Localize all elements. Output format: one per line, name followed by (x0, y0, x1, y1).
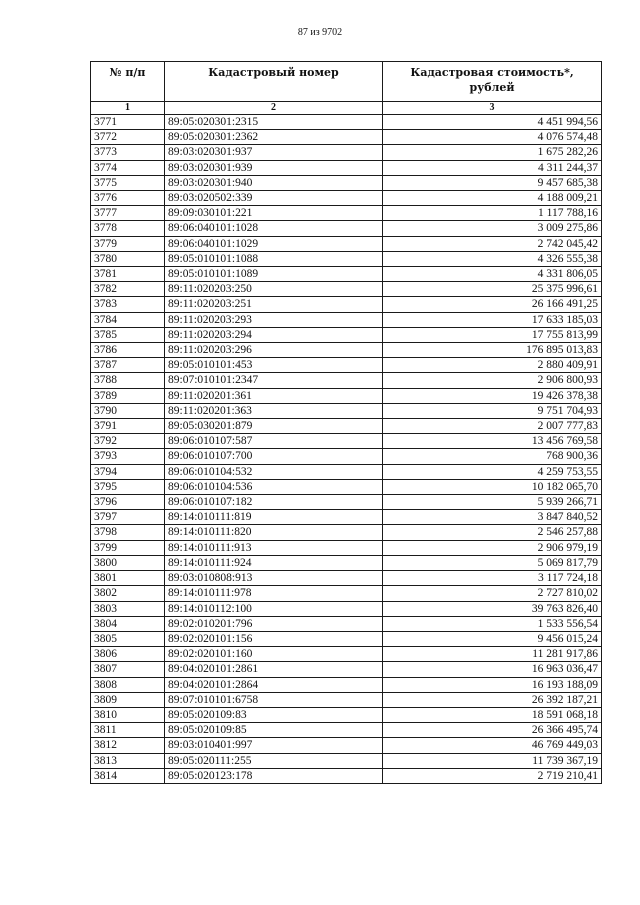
row-number-cell: 3812 (91, 738, 165, 753)
cadastral-number-cell: 89:03:020301:937 (165, 145, 383, 160)
cadastral-value-cell: 5 939 266,71 (383, 495, 602, 510)
cadastral-number-cell: 89:03:020502:339 (165, 191, 383, 206)
cadastral-number-cell: 89:06:010107:587 (165, 434, 383, 449)
table-row (91, 647, 602, 662)
cadastral-value-cell: 2 880 409,91 (383, 358, 602, 373)
table-row (91, 221, 602, 236)
table-row (91, 191, 602, 206)
cadastral-number-cell: 89:03:020301:939 (165, 160, 383, 175)
cadastral-value-cell: 39 763 826,40 (383, 601, 602, 616)
row-number-cell: 3814 (91, 768, 165, 783)
cadastral-number-cell: 89:03:020301:940 (165, 175, 383, 190)
cadastral-value-cell: 2 719 210,41 (383, 768, 602, 783)
cadastral-value-cell: 1 533 556,54 (383, 616, 602, 631)
cadastral-value-cell: 17 633 185,03 (383, 312, 602, 327)
table-row (91, 479, 602, 494)
table-row (91, 282, 602, 297)
cadastral-number-cell: 89:07:010101:2347 (165, 373, 383, 388)
cadastral-number-cell: 89:05:020301:2362 (165, 130, 383, 145)
row-number-cell: 3781 (91, 267, 165, 282)
cadastral-number-cell: 89:05:020301:2315 (165, 115, 383, 130)
cadastral-number-cell: 89:09:030101:221 (165, 206, 383, 221)
table-row (91, 601, 602, 616)
cadastral-number-cell: 89:05:020109:83 (165, 707, 383, 722)
table-row (91, 510, 602, 525)
cadastral-value-cell: 4 451 994,56 (383, 115, 602, 130)
table-row (91, 631, 602, 646)
cadastral-number-cell: 89:03:010401:997 (165, 738, 383, 753)
row-number-cell: 3790 (91, 403, 165, 418)
row-number-cell: 3772 (91, 130, 165, 145)
row-number-cell: 3803 (91, 601, 165, 616)
page-number-header: 87 из 9702 (297, 27, 343, 38)
cadastral-number-cell: 89:14:010112:100 (165, 601, 383, 616)
table-row (91, 495, 602, 510)
cadastral-number-cell: 89:11:020203:293 (165, 312, 383, 327)
cadastral-number-cell: 89:14:010111:913 (165, 540, 383, 555)
header-row-number: № п/п (91, 62, 165, 102)
cadastral-number-cell: 89:06:040101:1029 (165, 236, 383, 251)
table-row (91, 145, 602, 160)
cadastral-number-cell: 89:06:010107:700 (165, 449, 383, 464)
row-number-cell: 3800 (91, 555, 165, 570)
table-row (91, 449, 602, 464)
table-row (91, 373, 602, 388)
cadastral-value-cell: 16 193 188,09 (383, 677, 602, 692)
row-number-cell: 3805 (91, 631, 165, 646)
table-row (91, 464, 602, 479)
row-number-cell: 3789 (91, 388, 165, 403)
row-number-cell: 3773 (91, 145, 165, 160)
cadastral-number-cell: 89:03:010808:913 (165, 571, 383, 586)
table-row (91, 327, 602, 342)
table-body (91, 115, 602, 784)
cadastral-number-cell: 89:11:020203:294 (165, 327, 383, 342)
cadastral-number-cell: 89:14:010111:924 (165, 555, 383, 570)
cadastral-value-cell: 11 739 367,19 (383, 753, 602, 768)
table-row (91, 251, 602, 266)
cadastral-value-cell: 26 166 491,25 (383, 297, 602, 312)
table-row (91, 753, 602, 768)
table-row (91, 115, 602, 130)
row-number-cell: 3780 (91, 251, 165, 266)
cadastral-value-cell: 9 457 685,38 (383, 175, 602, 190)
table-row (91, 236, 602, 251)
table-row (91, 343, 602, 358)
row-number-cell: 3792 (91, 434, 165, 449)
cadastral-number-cell: 89:04:020101:2864 (165, 677, 383, 692)
cadastral-number-cell: 89:05:010101:453 (165, 358, 383, 373)
table-row (91, 586, 602, 601)
cadastral-value-cell: 176 895 013,83 (383, 343, 602, 358)
row-number-cell: 3804 (91, 616, 165, 631)
row-number-cell: 3787 (91, 358, 165, 373)
cadastral-number-cell: 89:02:020101:156 (165, 631, 383, 646)
table-row (91, 297, 602, 312)
table-row (91, 267, 602, 282)
row-number-cell: 3777 (91, 206, 165, 221)
row-number-cell: 3802 (91, 586, 165, 601)
cadastral-number-cell: 89:05:010101:1088 (165, 251, 383, 266)
table-row (91, 540, 602, 555)
cadastral-value-cell: 1 117 788,16 (383, 206, 602, 221)
table-row (91, 525, 602, 540)
cadastral-number-cell: 89:11:020203:251 (165, 297, 383, 312)
table-row (91, 571, 602, 586)
row-number-cell: 3793 (91, 449, 165, 464)
cadastral-value-cell: 2 906 800,93 (383, 373, 602, 388)
cadastral-value-cell: 3 847 840,52 (383, 510, 602, 525)
row-number-cell: 3807 (91, 662, 165, 677)
cadastral-number-cell: 89:11:020203:296 (165, 343, 383, 358)
row-number-cell: 3809 (91, 692, 165, 707)
row-number-cell: 3778 (91, 221, 165, 236)
row-number-cell: 3796 (91, 495, 165, 510)
header-cadastral-value: Кадастровая стоимость*, рублей (383, 62, 602, 102)
cadastral-value-cell: 26 392 187,21 (383, 692, 602, 707)
table-row (91, 403, 602, 418)
cadastral-number-cell: 89:11:020203:250 (165, 282, 383, 297)
cadastral-value-cell: 10 182 065,70 (383, 479, 602, 494)
row-number-cell: 3775 (91, 175, 165, 190)
row-number-cell: 3810 (91, 707, 165, 722)
row-number-cell: 3813 (91, 753, 165, 768)
cadastral-value-cell: 2 906 979,19 (383, 540, 602, 555)
cadastral-value-cell: 4 188 009,21 (383, 191, 602, 206)
row-number-cell: 3779 (91, 236, 165, 251)
cadastral-value-cell: 2 007 777,83 (383, 419, 602, 434)
row-number-cell: 3785 (91, 327, 165, 342)
cadastral-value-cell: 25 375 996,61 (383, 282, 602, 297)
row-number-cell: 3808 (91, 677, 165, 692)
table-row (91, 388, 602, 403)
cadastral-number-cell: 89:14:010111:819 (165, 510, 383, 525)
table-row (91, 130, 602, 145)
table-row (91, 662, 602, 677)
table-row (91, 312, 602, 327)
table-row (91, 616, 602, 631)
table-row (91, 707, 602, 722)
table-row (91, 358, 602, 373)
row-number-cell: 3806 (91, 647, 165, 662)
cadastral-number-cell: 89:02:010201:796 (165, 616, 383, 631)
cadastral-number-cell: 89:02:020101:160 (165, 647, 383, 662)
cadastral-value-cell: 5 069 817,79 (383, 555, 602, 570)
row-number-cell: 3783 (91, 297, 165, 312)
cadastral-number-cell: 89:06:010107:182 (165, 495, 383, 510)
cadastral-number-cell: 89:05:020123:178 (165, 768, 383, 783)
cadastral-value-cell: 4 076 574,48 (383, 130, 602, 145)
cadastral-number-cell: 89:14:010111:978 (165, 586, 383, 601)
cadastral-value-cell: 17 755 813,99 (383, 327, 602, 342)
cadastral-number-cell: 89:14:010111:820 (165, 525, 383, 540)
row-number-cell: 3794 (91, 464, 165, 479)
table-row (91, 419, 602, 434)
cadastral-number-cell: 89:11:020201:363 (165, 403, 383, 418)
cadastral-value-cell: 16 963 036,47 (383, 662, 602, 677)
cadastral-value-cell: 13 456 769,58 (383, 434, 602, 449)
cadastral-value-cell: 9 456 015,24 (383, 631, 602, 646)
row-number-cell: 3786 (91, 343, 165, 358)
cadastral-value-cell: 19 426 378,38 (383, 388, 602, 403)
row-number-cell: 3795 (91, 479, 165, 494)
row-number-cell: 3801 (91, 571, 165, 586)
table-row (91, 206, 602, 221)
column-number-3: 3 (383, 102, 602, 115)
cadastral-number-cell: 89:11:020201:361 (165, 388, 383, 403)
cadastral-number-cell: 89:05:020109:85 (165, 723, 383, 738)
cadastral-value-cell: 4 311 244,37 (383, 160, 602, 175)
row-number-cell: 3774 (91, 160, 165, 175)
table-row (91, 692, 602, 707)
row-number-cell: 3797 (91, 510, 165, 525)
cadastral-value-cell: 26 366 495,74 (383, 723, 602, 738)
cadastral-value-cell: 9 751 704,93 (383, 403, 602, 418)
cadastral-value-cell: 18 591 068,18 (383, 707, 602, 722)
cadastral-value-cell: 4 259 753,55 (383, 464, 602, 479)
column-number-2: 2 (165, 102, 383, 115)
cadastral-number-cell: 89:07:010101:6758 (165, 692, 383, 707)
table-row (91, 434, 602, 449)
cadastral-value-table (90, 61, 602, 784)
cadastral-value-cell: 2 727 810,02 (383, 586, 602, 601)
row-number-cell: 3799 (91, 540, 165, 555)
cadastral-value-cell: 3 009 275,86 (383, 221, 602, 236)
table-row (91, 768, 602, 783)
row-number-cell: 3811 (91, 723, 165, 738)
cadastral-value-cell: 46 769 449,03 (383, 738, 602, 753)
table-row (91, 677, 602, 692)
table-row (91, 175, 602, 190)
table-header-row (91, 62, 602, 102)
cadastral-number-cell: 89:05:020111:255 (165, 753, 383, 768)
row-number-cell: 3788 (91, 373, 165, 388)
header-cadastral-number: Кадастровый номер (165, 62, 383, 102)
cadastral-value-cell: 768 900,36 (383, 449, 602, 464)
column-number-row (91, 102, 602, 115)
cadastral-value-cell: 4 326 555,38 (383, 251, 602, 266)
cadastral-number-cell: 89:06:010104:536 (165, 479, 383, 494)
table-row (91, 723, 602, 738)
cadastral-number-cell: 89:05:010101:1089 (165, 267, 383, 282)
cadastral-value-cell: 2 546 257,88 (383, 525, 602, 540)
cadastral-value-cell: 1 675 282,26 (383, 145, 602, 160)
row-number-cell: 3771 (91, 115, 165, 130)
cadastral-number-cell: 89:06:040101:1028 (165, 221, 383, 236)
row-number-cell: 3782 (91, 282, 165, 297)
cadastral-number-cell: 89:05:030201:879 (165, 419, 383, 434)
table-row (91, 738, 602, 753)
column-number-1: 1 (91, 102, 165, 115)
cadastral-value-cell: 4 331 806,05 (383, 267, 602, 282)
row-number-cell: 3776 (91, 191, 165, 206)
cadastral-value-cell: 2 742 045,42 (383, 236, 602, 251)
table-row (91, 555, 602, 570)
cadastral-number-cell: 89:04:020101:2861 (165, 662, 383, 677)
row-number-cell: 3784 (91, 312, 165, 327)
row-number-cell: 3791 (91, 419, 165, 434)
cadastral-number-cell: 89:06:010104:532 (165, 464, 383, 479)
row-number-cell: 3798 (91, 525, 165, 540)
cadastral-value-cell: 11 281 917,86 (383, 647, 602, 662)
table-row (91, 160, 602, 175)
cadastral-value-cell: 3 117 724,18 (383, 571, 602, 586)
